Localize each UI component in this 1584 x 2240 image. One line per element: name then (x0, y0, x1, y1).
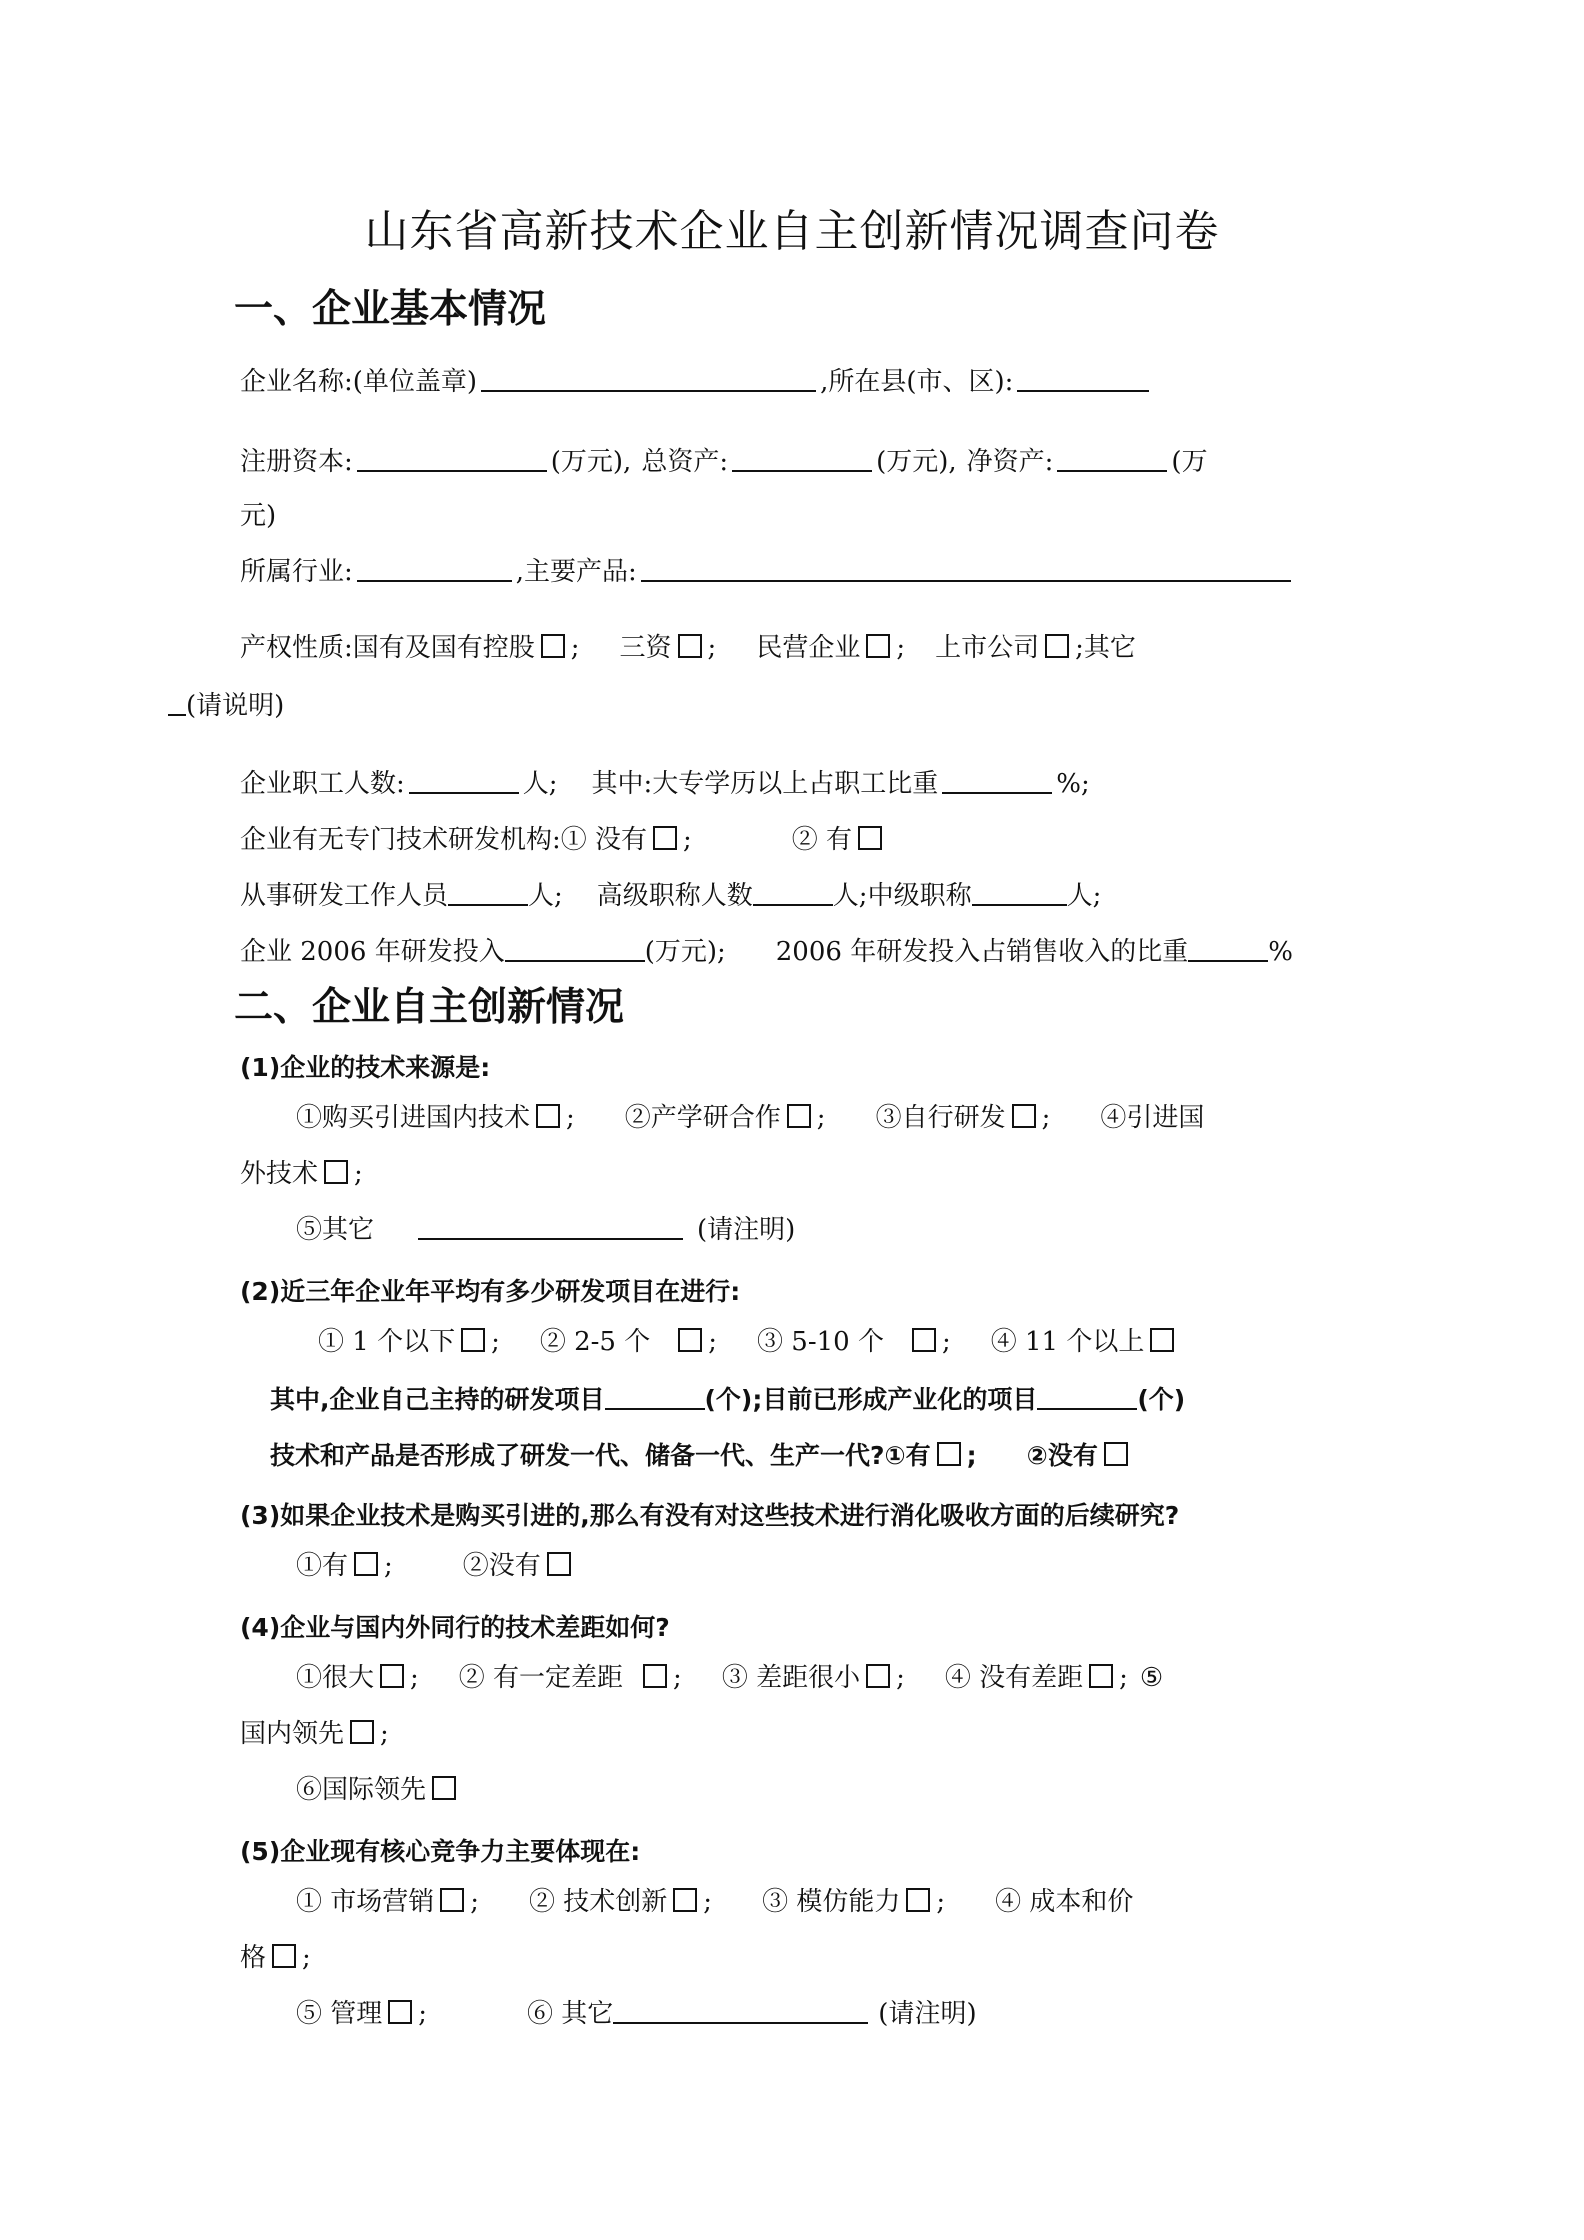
q3-opt1-label: ①有 (296, 1551, 349, 1581)
q2-gen-label: 技术和产品是否形成了研发一代、储备一代、生产一代?①有 (270, 1441, 931, 1470)
reg-capital-field[interactable] (357, 442, 547, 472)
row-rd-staff (240, 876, 1101, 916)
section-heading-basic: 一、企业基本情况 (234, 287, 547, 332)
reg-capital-unit: (万元), (550, 447, 632, 477)
q1-opt4-label-tail: 外技术 (240, 1159, 319, 1189)
rd-staff-field[interactable] (448, 876, 528, 906)
q4-opt5-label: 国内领先 (240, 1719, 345, 1749)
total-assets-field[interactable] (732, 442, 872, 472)
q1-opt3-checkbox[interactable] (1012, 1104, 1036, 1128)
row-ownership: 产权性质:国有及国有控股 ; 三资 ; 民营企业 ; 上市公司 ;其它 (240, 633, 1136, 663)
q5-opt5-label: ⑤ 管理 (296, 1999, 383, 2029)
ownership-listed-checkbox[interactable] (1045, 634, 1069, 658)
net-assets-field[interactable] (1057, 442, 1167, 472)
q5-opt2-label: ② 技术创新 (529, 1887, 668, 1917)
net-assets-unit-tail: 元) (240, 501, 277, 531)
q5-opt1-checkbox[interactable] (440, 1888, 464, 1912)
ownership-listed-label: 上市公司 (935, 633, 1040, 663)
ownership-other-label: ;其它 (1075, 633, 1136, 663)
college-ratio-label: 其中:大专学历以上占职工比重 (591, 769, 939, 799)
q2-opt4-label: ④ 11 个以上 (990, 1327, 1145, 1357)
rd-ratio-field[interactable] (1188, 932, 1268, 962)
q5-other-field[interactable] (613, 1994, 868, 2024)
question-3-label: (3)如果企业技术是购买引进的,那么有没有对这些技术进行消化吸收方面的后续研究? (240, 1501, 1180, 1530)
staff-field[interactable] (409, 764, 519, 794)
industry-field[interactable] (357, 552, 512, 582)
q3-opt1-checkbox[interactable] (354, 1552, 378, 1576)
q5-opt6-label: ⑥ 其它 (527, 1999, 614, 2029)
middle-title-unit: 人; (1066, 881, 1102, 911)
county-label: ,所在县(市、区): (820, 367, 1014, 397)
q5-opt3-checkbox[interactable] (906, 1888, 930, 1912)
row-company-name (240, 362, 1153, 402)
q4-opt2-label: ② 有一定差距 (458, 1663, 624, 1693)
senior-title-unit: 人; (832, 881, 868, 911)
rd-invest-unit: (万元); (644, 937, 726, 967)
rd-ratio-percent: % (1268, 937, 1293, 967)
ownership-state-checkbox[interactable] (541, 634, 565, 658)
q1-opt4-checkbox[interactable] (324, 1160, 348, 1184)
q2-gen-yes-checkbox[interactable] (937, 1442, 961, 1466)
section-heading-innovation: 二、企业自主创新情况 (234, 985, 625, 1030)
q2-opt2-label: ② 2-5 个 (539, 1327, 651, 1357)
q5-other-note: (请注明) (878, 1999, 977, 2029)
ownership-other-field[interactable] (168, 686, 186, 716)
q1-opt2-label: ②产学研合作 (624, 1103, 781, 1133)
rd-staff-unit: 人; (528, 881, 563, 911)
rd-org-yes-checkbox[interactable] (858, 826, 882, 850)
q3-opt2-checkbox[interactable] (547, 1552, 571, 1576)
college-ratio-percent: %; (1056, 769, 1090, 799)
q1-opt4-label: ④引进国 (1100, 1103, 1205, 1133)
q5-other-row: ⑤ 管理 ; ⑥ 其它 (请注明) (296, 1994, 977, 2034)
question-5-label: (5)企业现有核心竞争力主要体现在: (240, 1837, 641, 1866)
q1-options-row: ①购买引进国内技术 ; ②产学研合作 ; ③自行研发 ; ④引进国 (296, 1103, 1205, 1133)
product-label: ,主要产品: (515, 557, 637, 587)
q1-opt2-checkbox[interactable] (787, 1104, 811, 1128)
q5-opt1-label: ① 市场营销 (296, 1887, 435, 1917)
company-name-label: 企业名称:(单位盖章) (240, 367, 478, 397)
q2-projects-row (270, 1380, 1185, 1420)
q2-industrial-unit: (个) (1137, 1385, 1186, 1414)
q1-other-note: (请注明) (697, 1215, 796, 1245)
rd-org-label: 企业有无专门技术研发机构:① 没有 (240, 825, 648, 855)
q4-opt1-label: ①很大 (296, 1663, 375, 1693)
q1-other-row (296, 1210, 795, 1250)
reg-capital-label: 注册资本: (240, 447, 353, 477)
row-rd-invest (240, 932, 1293, 972)
q2-options-row: ① 1 个以下 ; ② 2-5 个 ; ③ 5-10 个 ; ④ 11 个以上 (318, 1322, 1180, 1362)
ownership-sanzi-checkbox[interactable] (678, 634, 702, 658)
middle-title-field[interactable] (972, 876, 1067, 906)
total-assets-label: 总资产: (641, 447, 729, 477)
staff-unit: 人; (522, 769, 558, 799)
q2-opt4-checkbox[interactable] (1150, 1328, 1174, 1352)
q5-opt5-checkbox[interactable] (388, 2000, 412, 2024)
q4-opt4-label: ④ 没有差距 (944, 1663, 1084, 1693)
q4-opt3-checkbox[interactable] (866, 1664, 890, 1688)
rd-ratio-label: 2006 年研发投入占销售收入的比重 (775, 937, 1189, 967)
q2-self-field[interactable] (605, 1380, 705, 1410)
q4-opt6-label: ⑥国际领先 (296, 1775, 427, 1805)
ownership-label: 产权性质:国有及国有控股 (240, 633, 535, 663)
ownership-other-note: (请说明) (186, 691, 285, 721)
q2-industrial-label: 目前已形成产业化的项目 (762, 1385, 1038, 1414)
rd-org-separator: ; (683, 825, 692, 855)
q5-opt4-checkbox[interactable] (272, 1944, 296, 1968)
q5-opt3-label: ③ 模仿能力 (762, 1887, 901, 1917)
rd-invest-field[interactable] (505, 932, 645, 962)
industry-label: 所属行业: (240, 557, 353, 587)
q1-opt5-label: ⑤其它 (296, 1215, 375, 1245)
row-industry (240, 552, 1295, 592)
row-staff (240, 764, 1090, 804)
q2-opt3-label: ③ 5-10 个 (757, 1327, 884, 1357)
question-1-label: (1)企业的技术来源是: (240, 1053, 491, 1082)
row-capital-wrap (240, 496, 276, 536)
q2-opt2-checkbox[interactable] (678, 1328, 702, 1352)
ownership-private-label: 民营企业 (756, 633, 861, 663)
row-ownership-wrap (168, 686, 284, 726)
net-assets-label: 净资产: (966, 447, 1054, 477)
q3-options-row: ①有 ; ②没有 (296, 1546, 577, 1586)
q2-self-label: 其中,企业自己主持的研发项目 (270, 1385, 605, 1414)
q5-options-row: ① 市场营销 ; ② 技术创新 ; ③ 模仿能力 ; ④ 成本和价 (296, 1887, 1134, 1917)
rd-staff-label: 从事研发工作人员 (240, 881, 449, 911)
rd-org-yes-label: ② 有 (791, 825, 853, 855)
q1-opt1-label: ①购买引进国内技术 (296, 1103, 531, 1133)
rd-org-no-checkbox[interactable] (653, 826, 677, 850)
q4-opt6-row (296, 1770, 462, 1810)
total-assets-unit: (万元), (876, 447, 957, 477)
q5-opt4-label-tail: 格 (240, 1943, 267, 1973)
q1-opt3-label: ③自行研发 (875, 1103, 1006, 1133)
page-title: 山东省高新技术企业自主创新情况调查问卷 (364, 206, 1220, 257)
senior-title-label: 高级职称人数 (596, 881, 753, 911)
row-capital (240, 442, 1208, 482)
rd-invest-label: 企业 2006 年研发投入 (240, 937, 505, 967)
question-4-label: (4)企业与国内外同行的技术差距如何? (240, 1613, 670, 1642)
q4-opt6-checkbox[interactable] (432, 1776, 456, 1800)
middle-title-label: 中级职称 (867, 881, 972, 911)
q4-opt4-checkbox[interactable] (1089, 1664, 1113, 1688)
product-field[interactable] (641, 552, 1291, 582)
q1-opt1-checkbox[interactable] (536, 1104, 560, 1128)
q2-generation-row: 技术和产品是否形成了研发一代、储备一代、生产一代?①有 ; ②没有 (270, 1436, 1134, 1476)
q4-opt5-checkbox[interactable] (350, 1720, 374, 1744)
college-ratio-field[interactable] (942, 764, 1052, 794)
q2-opt1-checkbox[interactable] (461, 1328, 485, 1352)
q4-opt5-marker: ⑤ (1139, 1663, 1164, 1693)
q4-opt2-checkbox[interactable] (643, 1664, 667, 1688)
company-name-field[interactable] (481, 362, 816, 392)
q2-self-unit: (个); (704, 1385, 763, 1414)
ownership-private-checkbox[interactable] (866, 634, 890, 658)
q5-options-wrap: 格 ; (240, 1943, 311, 1973)
q4-opt3-label: ③ 差距很小 (721, 1663, 861, 1693)
q2-gen-no-checkbox[interactable] (1104, 1442, 1128, 1466)
q4-options-row: ①很大 ; ② 有一定差距 ; ③ 差距很小 ; ④ 没有差距 ; ⑤ (296, 1663, 1164, 1693)
q1-other-field[interactable] (418, 1210, 683, 1240)
q5-opt4-label: ④ 成本和价 (995, 1887, 1134, 1917)
q4-opt1-checkbox[interactable] (380, 1664, 404, 1688)
q5-opt2-checkbox[interactable] (673, 1888, 697, 1912)
q1-options-wrap: 外技术 ; (240, 1159, 363, 1189)
q2-opt1-label: ① 1 个以下 (318, 1327, 456, 1357)
q3-opt2-label: ②没有 (462, 1551, 541, 1581)
q2-industrial-field[interactable] (1037, 1380, 1137, 1410)
question-2-label: (2)近三年企业年平均有多少研发项目在进行: (240, 1277, 741, 1306)
county-field[interactable] (1017, 362, 1149, 392)
q2-opt3-checkbox[interactable] (912, 1328, 936, 1352)
net-assets-unit: (万 (1171, 447, 1208, 477)
q4-options-wrap: 国内领先 ; (240, 1719, 389, 1749)
staff-label: 企业职工人数: (240, 769, 405, 799)
ownership-sanzi-label: 三资 (619, 633, 672, 663)
row-rd-org (240, 820, 888, 860)
q2-gen-no-label: ②没有 (1026, 1441, 1098, 1470)
senior-title-field[interactable] (753, 876, 833, 906)
